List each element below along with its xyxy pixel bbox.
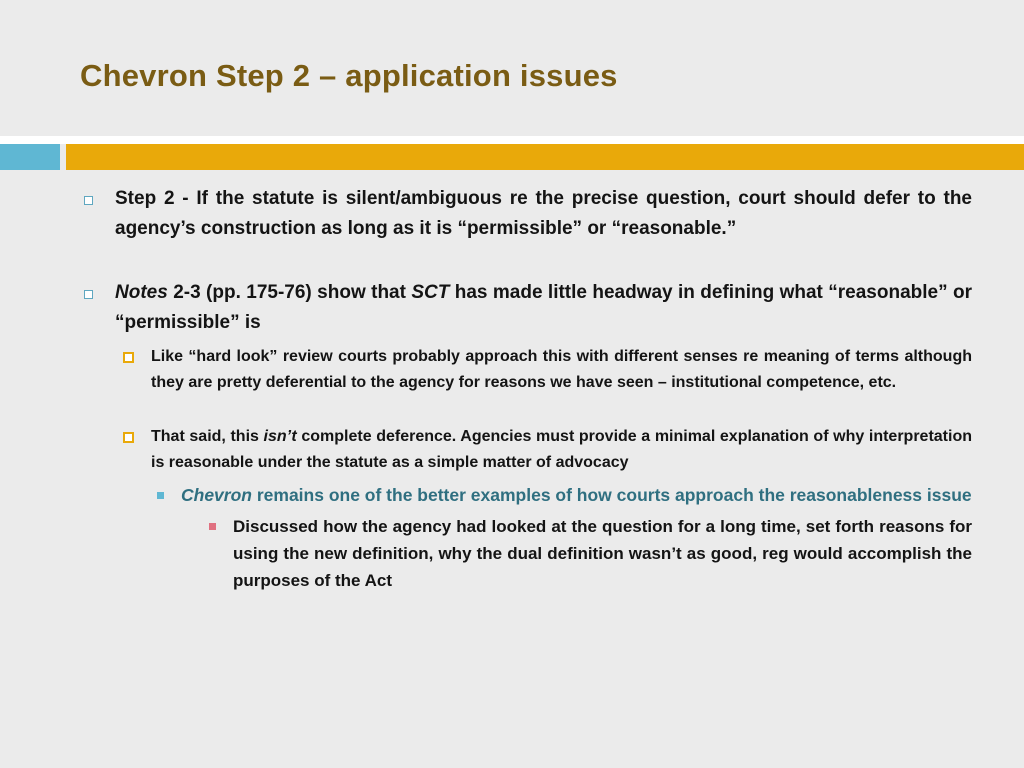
bullet-notes [80,278,972,338]
chevron-label: Chevron [181,485,252,505]
slide-title: Chevron Step 2 – application issues [80,58,618,93]
isnt-label: isn’t [263,428,297,445]
header-divider-white [0,136,1024,144]
sct-label: SCT [411,282,450,303]
gold-square-bullet-icon [123,432,134,443]
pink-square-bullet-icon [209,523,216,530]
bullet-text-part1: 2-3 (pp. 175-76) show that [167,282,412,303]
bullet-step-2 [80,184,972,244]
sub-sub-bullet-chevron [80,482,972,509]
bullet-text: Step 2 - If the statute is silent/ambiguous re the precise question, court should defer to the agency’s construction as long as it is “permissible” or “reasonable.” [115,188,972,239]
gold-square-bullet-icon [123,352,134,363]
sub-bullet-hard-look [80,344,972,396]
bullet-text-part2: has made little headway in defining what “reasonable” or “permissible” is [115,282,972,333]
notes-label: Notes [115,282,168,303]
sub-bullet-text-part1: That said, this [151,428,264,445]
sub-sub-bullet-text: remains one of the better examples of how courts approach the reasonableness issue [251,485,972,505]
sub-sub-sub-bullet-text: Discussed how the agency had looked at the question for a long time, set forth reasons for using the new definition, why the dual definition wasn’t as good, reg would accomplish the purposes of the Act [233,517,972,590]
sub-sub-sub-bullet-discussed [80,513,972,594]
sub-bullet-text-part2: complete deference. Agencies must provide a minimal explanation of why interpretation is reasonable under the statute as a simple matter of advocacy [151,428,973,471]
sub-bullet-text: Like “hard look” review courts probably approach this with different senses re meaning of terms although they are pretty deferential to the agency for reasons we have seen – institutional competence, etc. [151,348,972,391]
sub-bullet-that-said [80,424,972,476]
hollow-square-bullet-icon [84,196,93,205]
header-accent-blue [0,144,60,170]
slide-body [80,184,972,594]
blue-square-bullet-icon [157,492,164,499]
hollow-square-bullet-icon [84,290,93,299]
header-accent-gold [66,144,1024,170]
